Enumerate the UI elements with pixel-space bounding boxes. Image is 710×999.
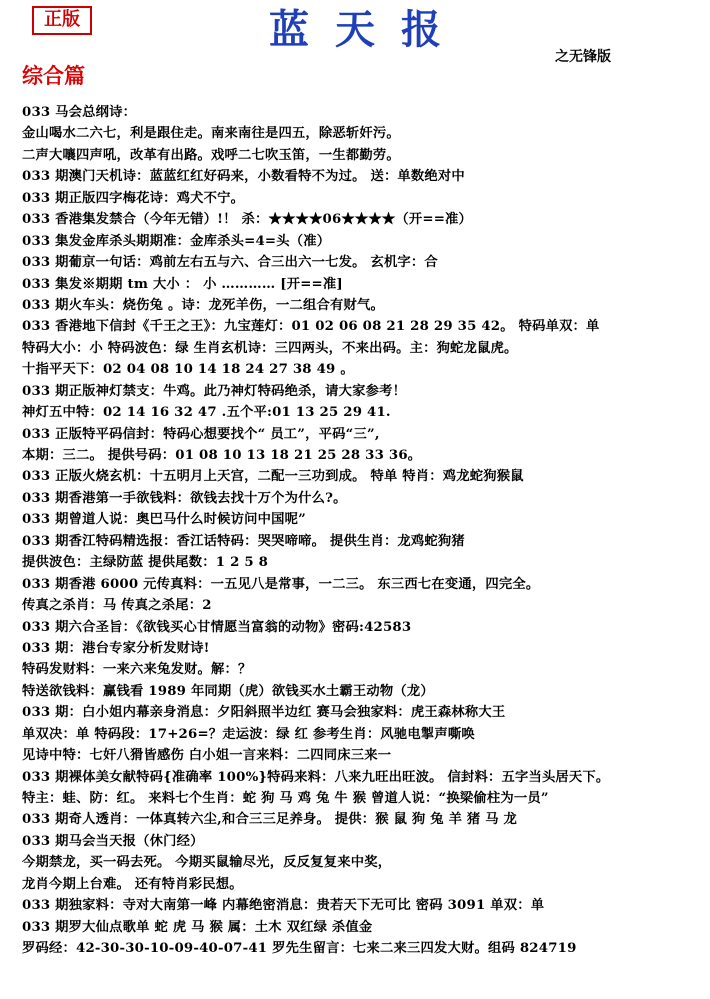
text-line: 033 期火车头：烧伤兔 。诗：龙死羊伤，一二组合有财气。 [22,297,384,313]
text-line: 单双决：单 特码段：17+26=？走运波：绿 红 参考生肖：风驰电掣声嘶唤 [22,726,475,742]
text-line: 033 期奇人透肖：一体真转六尘,和合三三足养身。 提供：猴 鼠 狗 兔 羊 猪 马 龙 [22,812,518,828]
text-line: 龙肖今期上台难。 还有特肖彩民想。 [22,876,243,892]
content-lines [22,102,706,960]
text-line: 033 期：白小姐内幕亲身消息：夕阳斜照半边红 赛马会独家料：虎王森林称大王 [22,705,506,721]
text-line: 033 集发※期期 tm 大小 ： 小 ………… [开==准] [22,276,343,292]
text-line: 提供波色：主绿防蓝 提供尾数：1 2 5 8 [22,555,269,571]
text-line: 033 期独家料：寺对大南第一峰 内幕绝密消息：贵若天下无可比 密码 3091 单双：单 [22,898,545,914]
text-line: 033 期六合圣旨：《欲钱买心甘情愿当富翁的动物》密码:42583 [22,619,412,635]
text-line: 033 香港地下信封《千王之王》：九宝莲灯：01 02 06 08 21 28 29 35 42。 特码单双：单 [22,319,600,335]
page-title: 蓝天报 [269,6,467,53]
text-line: 特码发财料：一来六来兔发财。解：？ [22,662,252,678]
authentic-badge: 正版 [32,6,92,35]
text-line: 特主：蛙、防：红。 来料七个生肖：蛇 狗 马 鸡 兔 牛 猴 曾道人说：“换梁偷柱为一员” [22,791,549,806]
text-line: 033 期香港 6000 元传真料：一五见八是常事，一二三。 东三西七在变通，四完全。 [22,576,540,592]
text-line: 033 期正版四字梅花诗：鸡犬不宁。 [22,190,245,206]
text-line: 033 期澳门天机诗：蓝蓝红红好码来，小数看特不为过。 送：单数绝对中 [22,169,465,185]
text-line: 033 香港集发禁合（今年无错）!！ 杀：★★★★06★★★★（开==准） [22,212,473,228]
text-line: 传真之杀肖：马 传真之杀尾：2 [22,598,212,614]
text-line: 033 期裸体美女献特码{准确率 100%}特码来料：八来九旺出旺波。 信封料：五字当头居天下。 [22,769,610,785]
text-line: 二声大嚷四声吼，改革有出路。戏呼二七吹玉笛，一生都勤劳。 [22,147,400,163]
text-line: 033 正版特平码信封：特码心想要找个“ 员工”，平码“三”, [22,426,380,442]
text-line: 今期禁龙，买一码去死。 今期买鼠输尽光，反反复复来中奖， [22,855,392,871]
text-line: 十指平天下：02 04 08 10 14 18 24 27 38 49 。 [22,362,354,378]
edition-subtitle: 之无锋版 [555,49,611,65]
text-line: 033 期罗大仙点歌单 蛇 虎 马 猴 属：土木 双红绿 杀值金 [22,919,373,935]
text-line: 033 马会总纲诗： [22,105,137,120]
text-line: 神灯五中特：02 14 16 32 47 .五个平:01 13 25 29 41. [22,405,391,421]
text-line: 033 期香江特码精选报：香江话特码：哭哭啼啼。 提供生肖：龙鸡蛇狗猪 [22,533,465,549]
text-line: 金山喝水二六七，利是跟住走。南来南往是四五，除恶斩奸污。 [22,126,400,142]
text-line: 本期：三二。 提供号码：01 08 10 13 18 21 25 28 33 36。 [22,448,422,463]
text-line: 033 期马会当天报（休门经） [22,833,204,849]
section-heading: 综合篇 [22,64,85,88]
text-line: 特码大小：小 特码波色：绿 生肖玄机诗：三四两头，不来出码。主：狗蛇龙鼠虎。 [22,340,518,356]
text-line: 见诗中特：七奸八猾皆感伤 白小姐一言来料：二四同床三来一 [22,748,392,764]
text-line: 罗码经：42-30-30-10-09-40-07-41 罗先生留言：七来二来三四发大财。组码 824719 [22,941,577,957]
text-line: 033 期正版神灯禁支：牛鸡。此乃神灯特码绝杀，请大家参考！ [22,383,407,399]
text-line: 033 正版火烧玄机：十五明月上天宫，二配一三功到成。 特单 特肖：鸡龙蛇狗猴鼠 [22,469,524,485]
text-line: 033 期曾道人说：奥巴马什么时候访问中国呢” [22,512,306,528]
text-line: 033 期葡京一句话：鸡前左右五与六、合三出六一七发。 玄机字：合 [22,255,438,271]
text-line: 033 期：港台专家分析发财诗! [22,640,210,656]
text-line: 033 期香港第一手欲钱料：欲钱去找十万个为什么?。 [22,490,347,506]
text-line: 033 集发金库杀头期期准：金库杀头=4=头（准） [22,233,331,249]
text-line: 特送欲钱料：赢钱看 1989 年同期（虎）欲钱买水土霸王动物（龙） [22,683,434,699]
